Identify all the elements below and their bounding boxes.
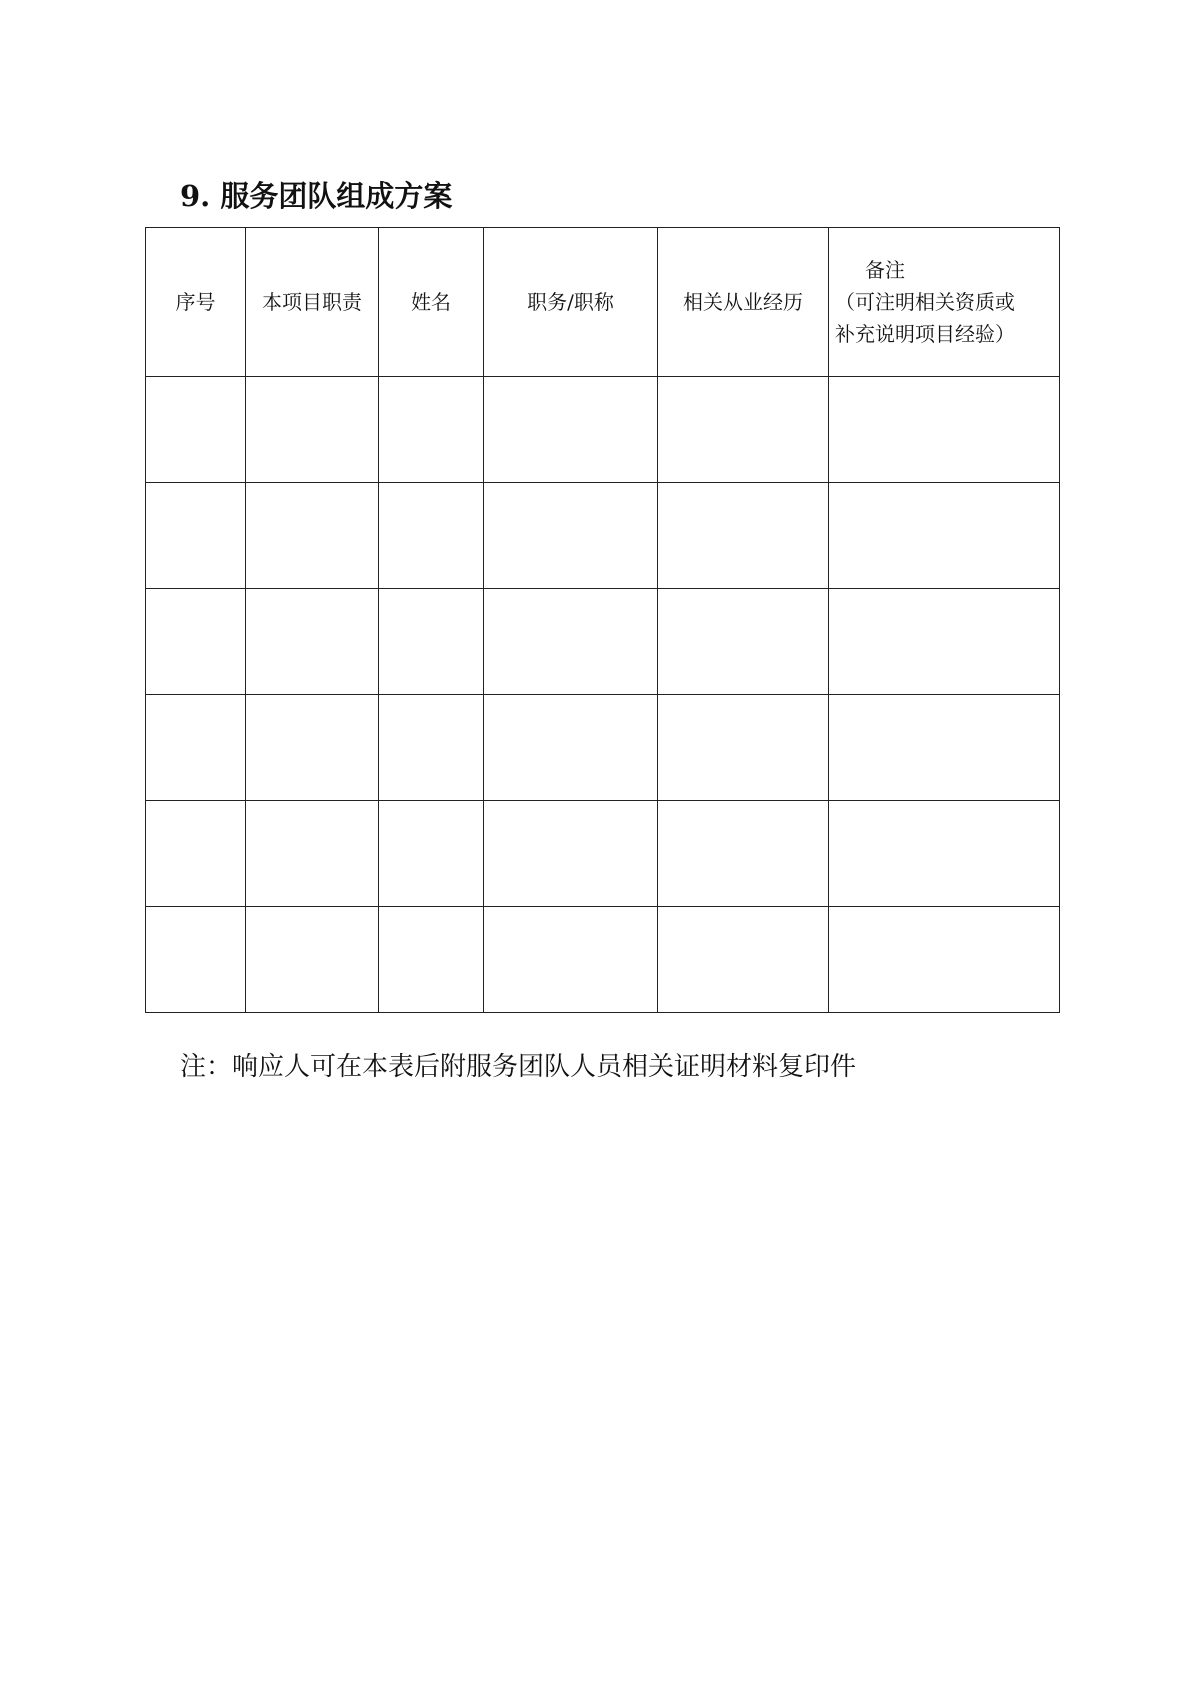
table-cell[interactable] [146,377,246,483]
table-cell[interactable] [829,589,1060,695]
header-seq: 序号 [146,228,246,377]
header-remarks-detail-1: （可注明相关资质或 [835,290,1015,314]
table-cell[interactable] [658,695,829,801]
table-cell[interactable] [246,907,379,1013]
section-title: 9. 服务团队组成方案 [180,179,453,213]
header-duty: 本项目职责 [246,228,379,377]
table-cell[interactable] [658,907,829,1013]
table-cell[interactable] [829,483,1060,589]
table-cell[interactable] [829,801,1060,907]
table-cell[interactable] [246,695,379,801]
table-cell[interactable] [379,483,484,589]
table-cell[interactable] [246,801,379,907]
table-cell[interactable] [379,801,484,907]
header-remarks-label: 备注 [865,258,905,282]
table-row [146,589,1060,695]
table-cell[interactable] [146,695,246,801]
header-name: 姓名 [379,228,484,377]
table-cell[interactable] [146,483,246,589]
header-position: 职务/职称 [484,228,658,377]
table-cell[interactable] [379,589,484,695]
table-cell[interactable] [246,589,379,695]
table-cell[interactable] [379,695,484,801]
table-cell[interactable] [484,589,658,695]
table-cell[interactable] [246,483,379,589]
table-cell[interactable] [484,801,658,907]
table-cell[interactable] [484,483,658,589]
table-cell[interactable] [484,907,658,1013]
table-cell[interactable] [484,695,658,801]
table-row [146,377,1060,483]
table-row [146,801,1060,907]
table-cell[interactable] [658,589,829,695]
table-row [146,695,1060,801]
table-cell[interactable] [146,801,246,907]
table-cell[interactable] [379,907,484,1013]
header-remarks [829,228,1060,377]
table-row [146,907,1060,1013]
table-cell[interactable] [146,907,246,1013]
table-row [146,483,1060,589]
table-cell[interactable] [658,483,829,589]
table-cell[interactable] [484,377,658,483]
table-cell[interactable] [246,377,379,483]
footnote: 注：响应人可在本表后附服务团队人员相关证明材料复印件 [180,1052,857,1082]
table-cell[interactable] [658,377,829,483]
table-header-row [146,228,1060,377]
table-cell[interactable] [829,377,1060,483]
table-cell[interactable] [379,377,484,483]
table-cell[interactable] [146,589,246,695]
table-cell[interactable] [829,907,1060,1013]
team-composition-table [145,227,1060,1013]
table-cell[interactable] [658,801,829,907]
header-experience: 相关从业经历 [658,228,829,377]
header-remarks-detail-2: 补充说明项目经验） [835,322,1015,346]
table-cell[interactable] [829,695,1060,801]
